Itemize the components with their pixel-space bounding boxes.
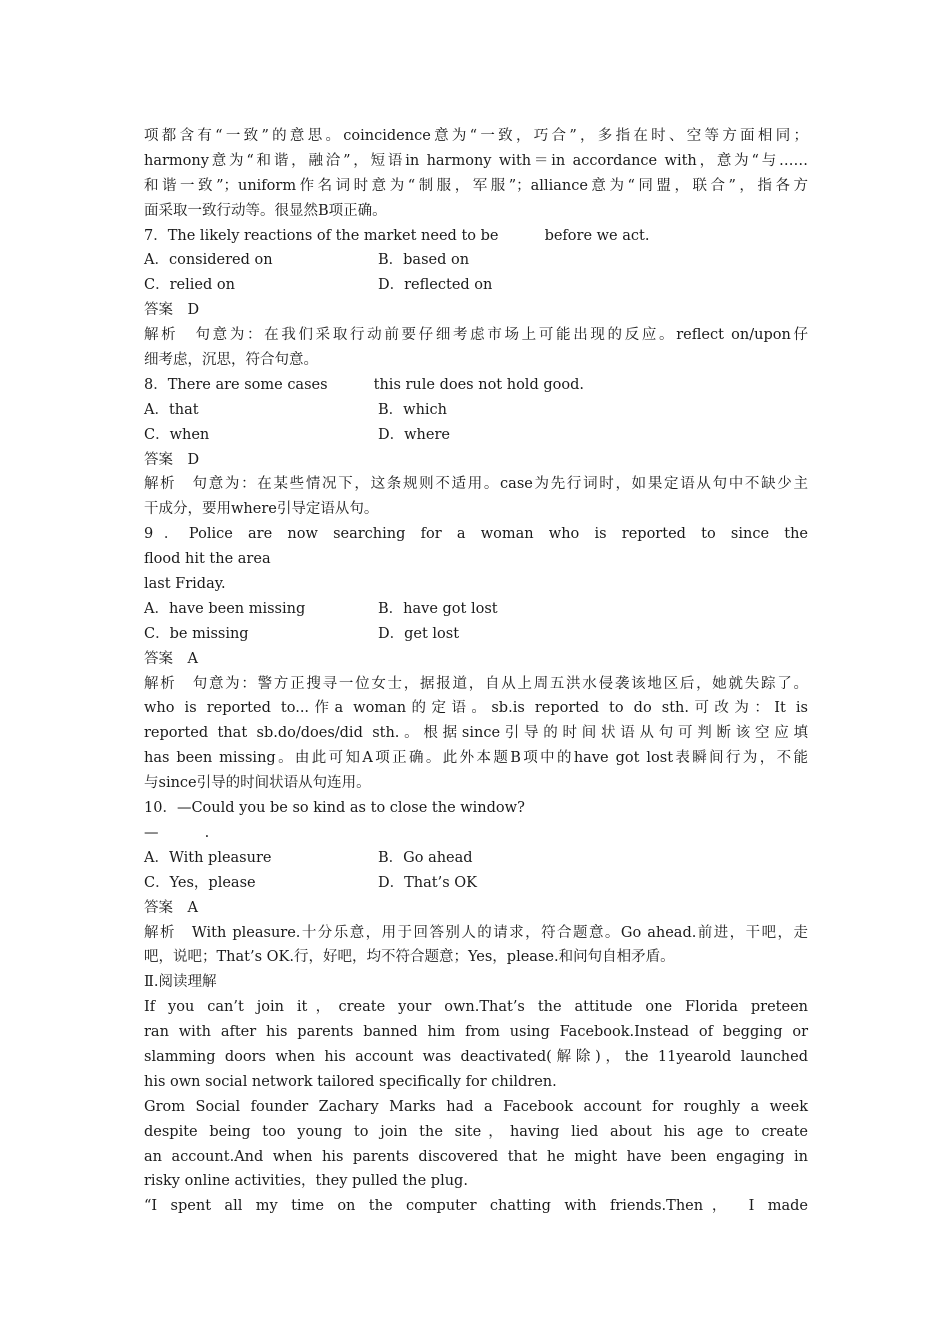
question-9-options-row (144, 622, 808, 647)
option-b: B．have got lost (378, 600, 498, 617)
option-c: C．when (144, 426, 210, 443)
question-10-stem: 10．—Could you be so kind as to close the window? (144, 800, 525, 817)
question-9-analysis: reported that sb.do/does/did sth.。根据since引导的时间状语从句可判断该空应填 (144, 725, 808, 742)
question-10-options-row (144, 871, 808, 896)
passage-line: risky online activities，they pulled the plug. (144, 1173, 468, 1190)
question-10-stem: — . (144, 824, 210, 841)
option-c: C．be missing (144, 625, 249, 642)
section-heading: Ⅱ.阅读理解 (144, 974, 217, 991)
question-9-analysis: 与since引导的时间状语从句连用。 (144, 775, 371, 792)
question-7-options-row (144, 248, 808, 273)
passage-line: his own social network tailored specifically for children. (144, 1073, 557, 1090)
question-8-options-row (144, 423, 808, 448)
text-line: 面采取一致行动等。很显然B项正确。 (144, 202, 387, 219)
question-9-analysis: 解析 句意为：警方正搜寻一位女士，据报道，自从上周五洪水侵袭该地区后，她就失踪了。 (144, 675, 808, 692)
question-7-analysis: 解析 句意为：在我们采取行动前要仔细考虑市场上可能出现的反应。reflect on/upon仔 (144, 327, 808, 344)
option-a: A．considered on (144, 252, 273, 269)
question-9-stem: flood hit the area (144, 551, 271, 568)
passage-line: an account.And when his parents discovered that he might have been engaging in (144, 1148, 808, 1165)
question-9-answer: 答案 A (144, 650, 198, 667)
question-9-stem: 9．Police are now searching for a woman who is reported to since the (144, 526, 808, 543)
option-b: B．based on (378, 252, 470, 269)
question-8-analysis: 解析 句意为：在某些情况下，这条规则不适用。case为先行词时，如果定语从句中不缺少主 (144, 476, 808, 493)
question-7-analysis: 细考虑，沉思，符合句意。 (144, 352, 318, 369)
passage-line: If you can’t join it，create your own.That’s the attitude one Florida preteen (144, 999, 808, 1016)
question-9-analysis: who is reported to...作a woman的定语。sb.is reported to do sth.可改为：It is (144, 700, 808, 717)
option-a: A．With pleasure (144, 849, 272, 866)
question-10-analysis: 吧，说吧；That’s OK.行，好吧，均不符合题意；Yes，please.和问句自相矛盾。 (144, 949, 675, 966)
question-8-options-row (144, 398, 808, 423)
option-d: D．get lost (378, 625, 460, 642)
question-9-analysis: has been missing。由此可知A项正确。此外本题B项中的have got lost表瞬间行为，不能 (144, 750, 808, 767)
option-c: C．relied on (144, 277, 235, 294)
question-9-options-row (144, 597, 808, 622)
question-10-options-row (144, 846, 808, 871)
question-8-answer: 答案 D (144, 451, 200, 468)
question-7-stem: 7．The likely reactions of the market need to be before we act. (144, 227, 650, 244)
question-7-answer: 答案 D (144, 302, 200, 319)
passage-line: ran with after his parents banned him from using Facebook.Instead of begging or (144, 1024, 808, 1041)
text-line: 项都含有“一致”的意思。coincidence意为“一致，巧合”，多指在时、空等方面相同； (144, 128, 808, 144)
question-8-analysis: 干成分，要用where引导定语从句。 (144, 501, 379, 518)
document-body (144, 124, 808, 1219)
question-9-stem: last Friday. (144, 576, 226, 593)
option-d: D．where (378, 426, 450, 443)
option-c: C．Yes，please (144, 874, 256, 891)
passage-line: Grom Social founder Zachary Marks had a Facebook account for roughly a week (144, 1098, 808, 1115)
question-10-analysis: 解析 With pleasure.十分乐意，用于回答别人的请求，符合题意。Go ahead.前进，干吧，走 (144, 924, 808, 941)
passage-line: “I spent all my time on the computer chatting with friends.Then， I made (144, 1198, 808, 1215)
option-d: D．reflected on (378, 277, 493, 294)
option-a: A．that (144, 401, 199, 418)
text-line: harmony意为“和谐，融洽”，短语in harmony with＝in accordance with，意为“与…… (144, 152, 808, 169)
question-7-options-row (144, 273, 808, 298)
question-10-answer: 答案 A (144, 899, 198, 916)
question-8-stem: 8．There are some cases this rule does not hold good. (144, 376, 584, 393)
passage-line: slamming doors when his account was deactivated(解除)，the 11yearold launched (144, 1048, 808, 1065)
option-a: A．have been missing (144, 600, 306, 617)
option-b: B．which (378, 401, 448, 418)
option-d: D．That’s OK (378, 874, 477, 891)
option-b: B．Go ahead (378, 849, 473, 866)
text-line: 和谐一致”；uniform作名词时意为“制服，军服”；alliance意为“同盟，联合”，指各方 (144, 177, 808, 194)
passage-line: despite being too young to join the site，having lied about his age to create (144, 1123, 808, 1140)
